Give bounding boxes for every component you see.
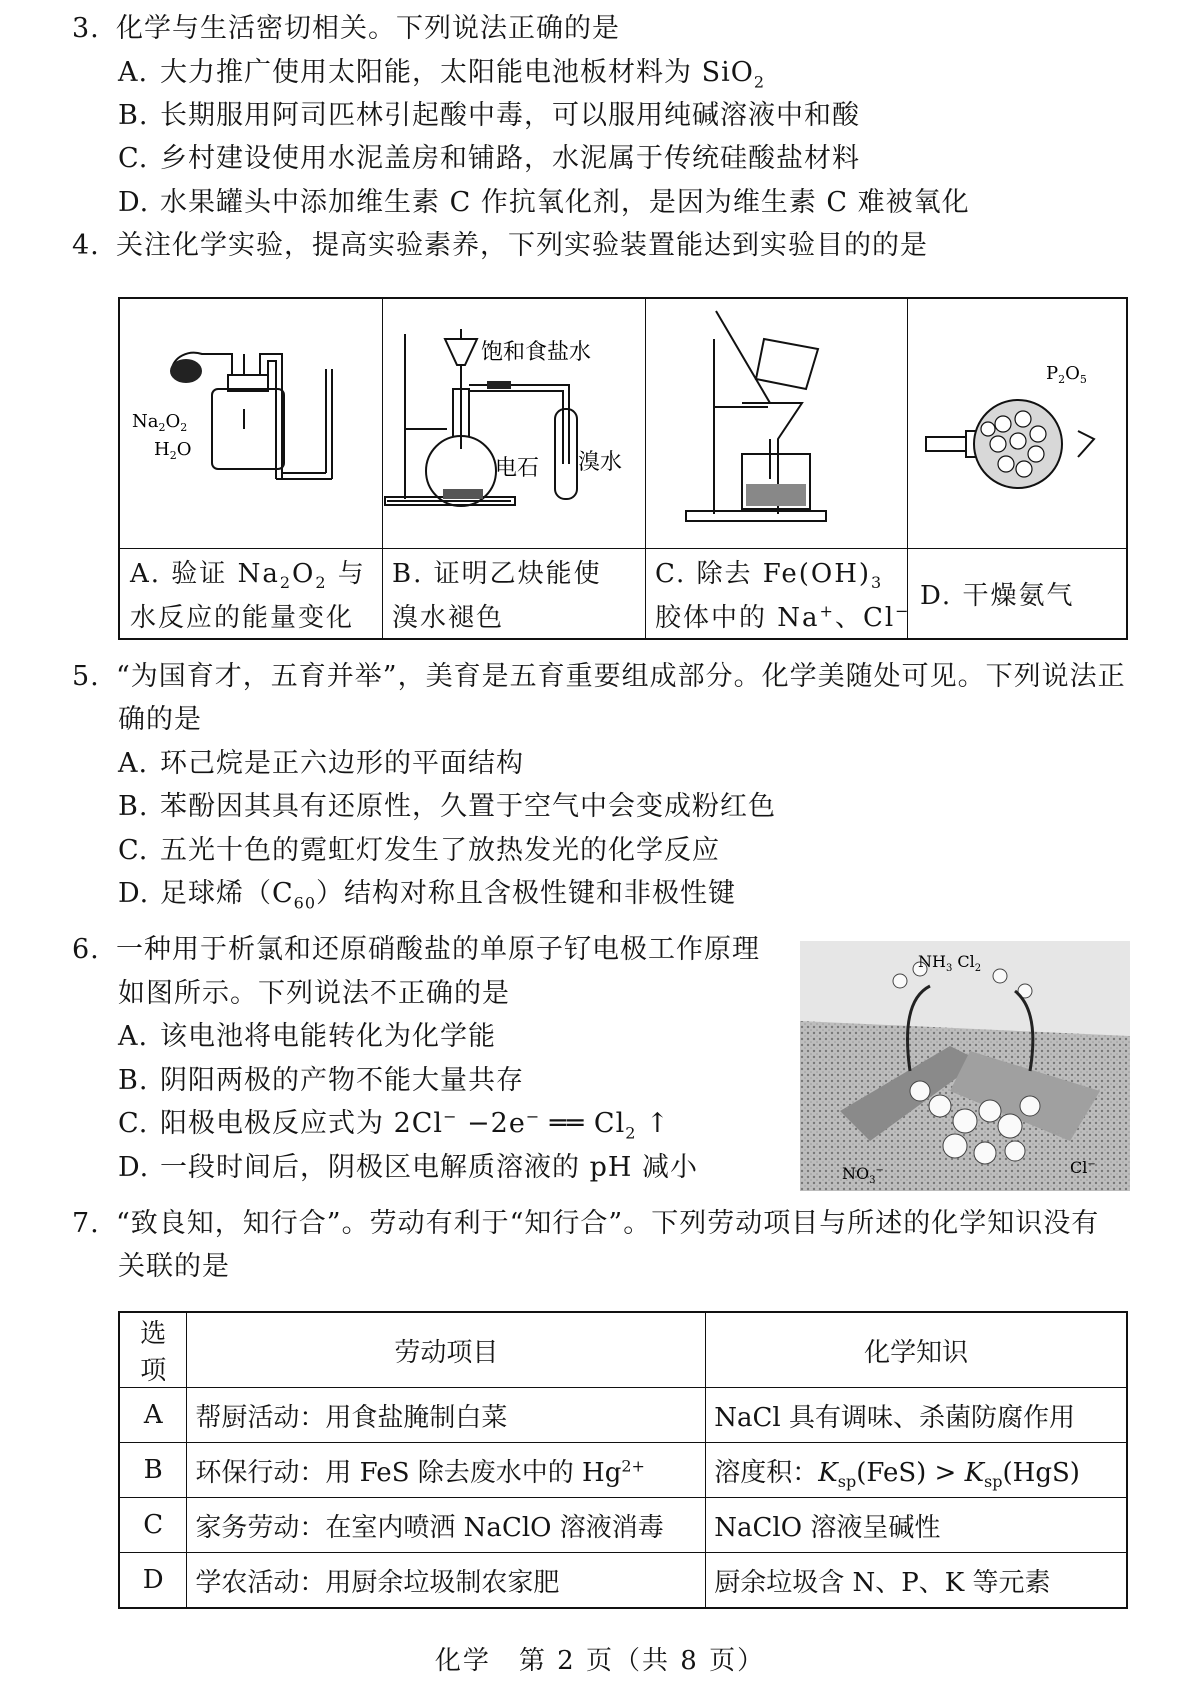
- header-option: 选项: [119, 1312, 187, 1388]
- q4-stem: 4. 关注化学实验，提高实验素养，下列实验装置能达到实验目的的是: [72, 230, 928, 261]
- caption-b: B. 证明乙炔能使 溴水褪色: [392, 559, 602, 633]
- caption-c: C. 除去 $Fe(OH)_3$ 胶体中的 Na+、Cl−: [655, 559, 911, 633]
- q7-stem: 7. “致良知，知行合”。劳动有利于“知行合”。下列劳动项目与所述的化学知识没有: [72, 1208, 1100, 1239]
- q5-stem: 5. “为国育才，五育并举”，美育是五育重要组成部分。化学美随处可见。下列说法正: [72, 661, 1126, 692]
- apparatus-c-figure: [646, 299, 908, 548]
- q6-option-b: B. 阴阳两极的产物不能大量共存: [118, 1065, 524, 1096]
- q6-stem: 6. 一种用于析氯和还原硝酸盐的单原子钌电极工作原理: [72, 934, 760, 965]
- apparatus-b-figure: [383, 299, 645, 548]
- svg-text:P2O5: $P_2O_5$: [1046, 363, 1087, 386]
- q6-option-c: C. 阳极电极反应式为 2Cl− −2e− ══ $Cl_2$ ↑: [118, 1107, 670, 1143]
- header-knowledge: 化学知识: [706, 1312, 1127, 1388]
- apparatus-a-figure: [120, 299, 382, 548]
- q3-option-d: D. 水果罐头中添加维生素 C 作抗氧化剂，是因为维生素 C 难被氧化: [118, 187, 970, 218]
- table-row: C 家务劳动：在室内喷洒 NaClO 溶液消毒 NaClO 溶液呈碱性: [119, 1498, 1127, 1553]
- svg-text:电石: 电石: [495, 456, 540, 481]
- apparatus-table: [118, 297, 1128, 640]
- table-row: B 环保行动：用 FeS 除去废水中的 $Hg^{2+}$ 溶度积：$K_{sp}(FeS) > K_{sp}(HgS)$: [119, 1443, 1127, 1498]
- svg-text:H2O: $H_2O$: [154, 439, 192, 462]
- q3-option-c: C. 乡村建设使用水泥盖房和铺路，水泥属于传统硅酸盐材料: [118, 143, 860, 174]
- table-row: A 帮厨活动：用食盐腌制白菜 NaCl 具有调味、杀菌防腐作用: [119, 1388, 1127, 1443]
- q5-option-c: C. 五光十色的霓虹灯发生了放热发光的化学反应: [118, 835, 720, 866]
- table-row: D 学农活动：用厨余垃圾制农家肥 厨余垃圾含 N、P、K 等元素: [119, 1553, 1127, 1609]
- q6-option-a: A. 该电池将电能转化为化学能: [118, 1021, 496, 1052]
- q3-option-a: A. 大力推广使用太阳能，太阳能电池板材料为 SiO$_2$: [118, 57, 766, 92]
- header-labor: 劳动项目: [187, 1312, 706, 1388]
- q7-stem-cont: 关联的是: [118, 1251, 230, 1282]
- electrode-figure: [800, 941, 1130, 1191]
- labor-knowledge-table: [118, 1311, 1128, 1609]
- q6-option-d: D. 一段时间后，阴极区电解质溶液的 pH 减小: [118, 1152, 698, 1183]
- svg-text:溴水: 溴水: [578, 450, 623, 475]
- table-header-row: [119, 1312, 1127, 1388]
- q3-option-b: B. 长期服用阿司匹林引起酸中毒，可以服用纯碱溶液中和酸: [118, 100, 860, 131]
- svg-text:NO3−: $NO_3^-$: [842, 1164, 884, 1186]
- apparatus-d-figure: [908, 299, 1128, 548]
- q6-stem-cont: 如图所示。下列说法不正确的是: [118, 978, 510, 1009]
- caption-a: A. 验证 $Na_2O_2$ 与 水反应的能量变化: [130, 559, 366, 633]
- svg-text:NH3 Cl2: $NH_3$ $Cl_2$: [918, 952, 982, 974]
- caption-d: D. 干燥氨气: [920, 581, 1075, 611]
- q5-stem-cont: 确的是: [118, 704, 202, 735]
- svg-text:Na2O2: $Na_2O_2$: [132, 411, 188, 434]
- q5-option-b: B. 苯酚因其具有还原性，久置于空气中会变成粉红色: [118, 791, 776, 822]
- svg-text:Cl−: Cl−: [1070, 1158, 1096, 1177]
- q3-stem: 3. 化学与生活密切相关。下列说法正确的是: [72, 13, 620, 44]
- svg-text:饱和食盐水: 饱和食盐水: [481, 340, 592, 365]
- page-footer: 化学 第 2 页（共 8 页）: [434, 1646, 766, 1676]
- q5-option-d: D. 足球烯$(C_{60})$结构对称且含极性键和非极性键: [118, 878, 737, 913]
- q5-option-a: A. 环己烷是正六边形的平面结构: [118, 748, 524, 779]
